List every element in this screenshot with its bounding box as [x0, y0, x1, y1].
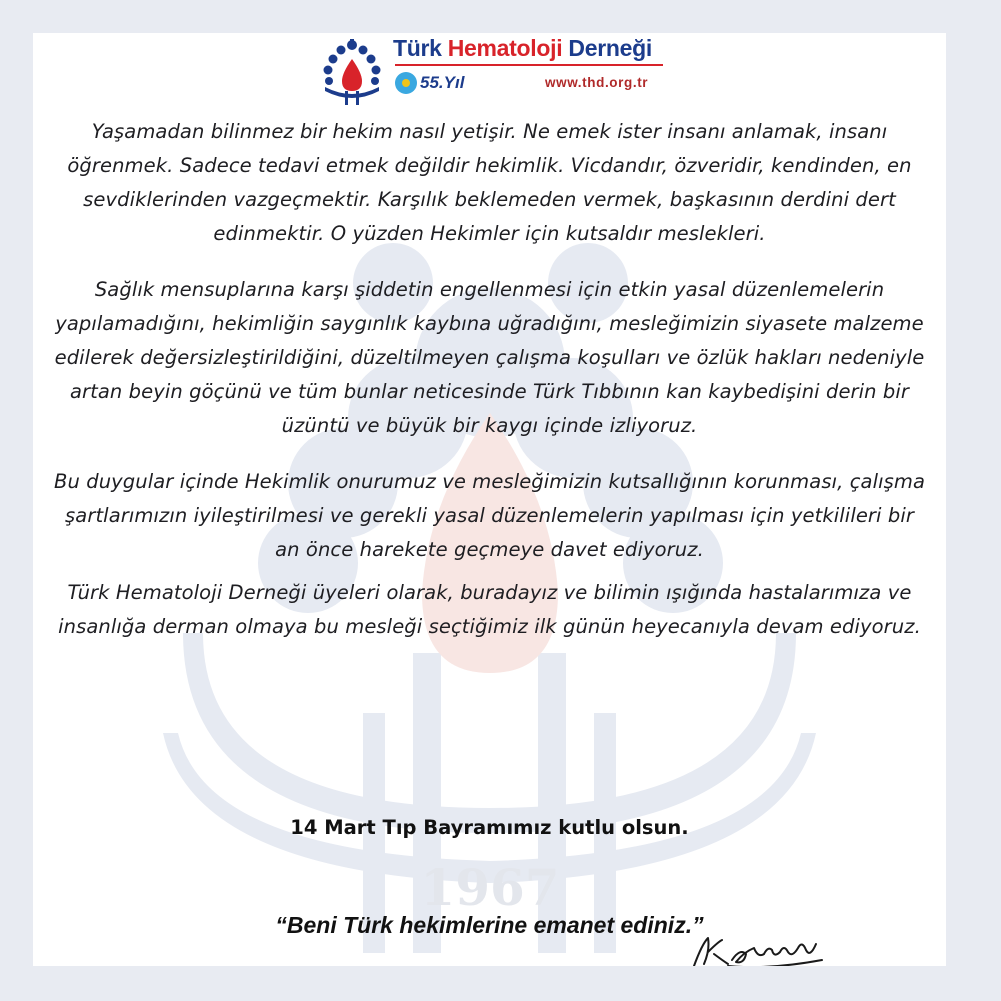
header — [317, 35, 677, 125]
message-paragraph: Türk Hematoloji Derneği üyeleri olarak, buradayız ve bilimin ışığında hastalarımıza ve insanlığa derman olmaya bu mesleği seçtiğimiz ilk günün heyecanıyla devam ediyoruz. — [58, 581, 921, 638]
message-paragraph: Bu duygular içinde Hekimlik onurumuz ve mesleğimizin kutsallığının korunması, çalışma şartlarımızın iyileştirilmesi ve gerekli yasal düzenlemelerin yapılması için yetkilileri bir an önce harekete geçmeye davet ediyoruz. — [53, 470, 926, 561]
org-name-part3: Derneği — [562, 35, 652, 61]
org-name-part1: Türk — [393, 35, 448, 61]
org-name-part2: Hematoloji — [447, 35, 563, 61]
website-link[interactable]: www.thd.org.tr — [545, 75, 649, 90]
anniversary-badge — [395, 71, 464, 95]
celebration-line: 14 Mart Tıp Bayramımız kutlu olsun. — [290, 816, 689, 839]
society-logo-icon — [317, 35, 387, 107]
organization-name — [393, 35, 652, 62]
ataturk-quote: “Beni Türk hekimlerine emanet ediniz.” — [275, 912, 704, 938]
signature-icon — [688, 930, 828, 966]
anniversary-circle-icon — [395, 72, 417, 94]
header-divider — [395, 64, 663, 66]
message-paragraph: Yaşamadan bilinmez bir hekim nasıl yetişir. Ne emek ister insanı anlamak, insanı öğrenmek. Sadece tedavi etmek değildir hekimlik. Vicdandır, özveridir, kendinden, en sevdiklerinden vazgeçmektir. Karşılık beklemeden vermek, başkasının derdini dert edinmektir. O yüzden Hekimler için kutsaldır meslekleri. — [67, 120, 912, 245]
watermark-year: 1967 — [420, 858, 560, 917]
message-body — [53, 115, 926, 644]
announcement-card — [33, 33, 946, 966]
anniversary-label: 55.Yıl — [420, 73, 465, 92]
message-paragraph: Sağlık mensuplarına karşı şiddetin engellenmesi için etkin yasal düzenlemelerin yapılamadığını, hekimliğin saygınlık kaybına uğradığını, mesleğimizin siyasete malzeme edilerek değersizleştirildiğini, düzeltilmeyen çalışma koşulları ve özlük hakları nedeniyle artan beyin göçünü ve tüm bunlar neticesinde Türk Tıbbının kan kaybedişini derin bir üzüntü ve büyük bir kaygı içinde izliyoruz. — [54, 278, 925, 437]
